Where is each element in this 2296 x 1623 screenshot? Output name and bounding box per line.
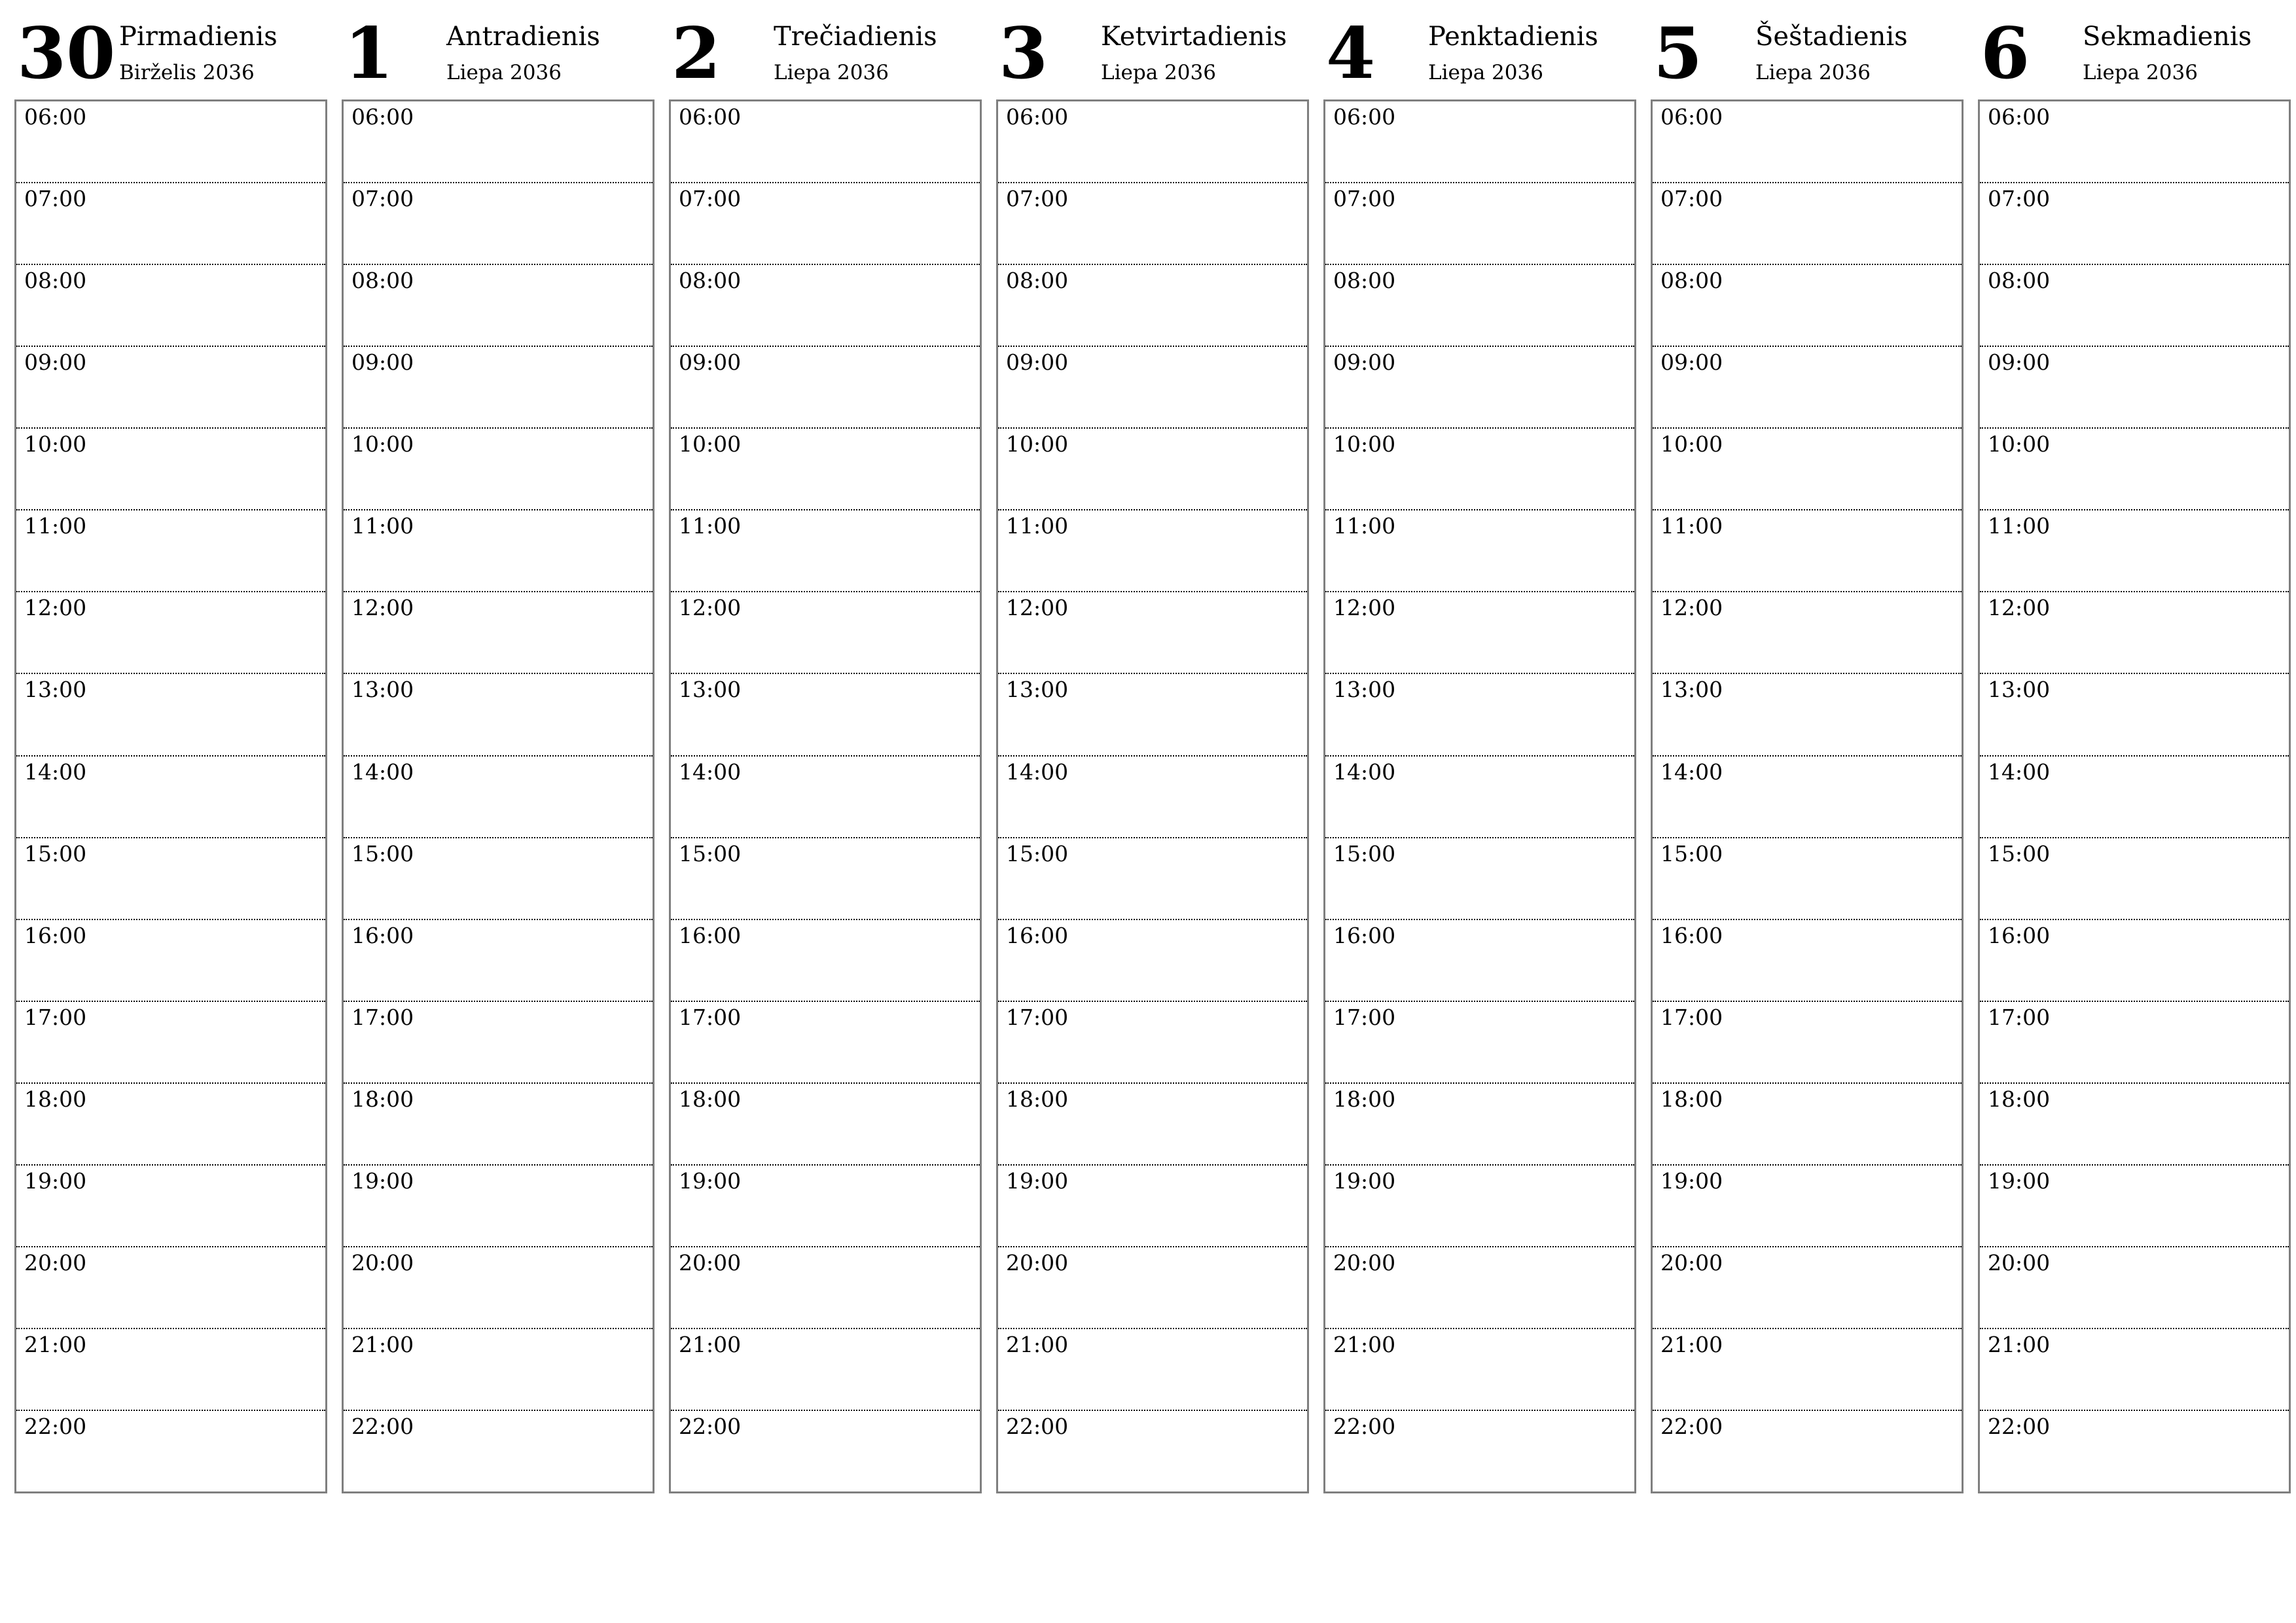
hour-slot-1-0[interactable] xyxy=(344,101,653,183)
hour-slot-2-4[interactable] xyxy=(671,429,980,510)
day-header xyxy=(996,0,1309,99)
hour-slot-0-11[interactable] xyxy=(16,1002,325,1084)
hour-slot-3-13[interactable] xyxy=(998,1166,1307,1247)
day-column-5 xyxy=(1651,0,1964,1493)
hour-label: 20:00 xyxy=(351,1249,414,1275)
hour-slot-2-16[interactable] xyxy=(671,1411,980,1491)
hour-label: 13:00 xyxy=(1988,677,2051,703)
hour-slot-1-3[interactable] xyxy=(344,347,653,429)
day-name: Šeštadienis xyxy=(1755,22,1908,52)
day-month: Liepa 2036 xyxy=(2083,61,2198,84)
hour-slot-5-9[interactable] xyxy=(1653,838,1962,920)
hour-grid xyxy=(669,99,982,1493)
hour-slot-0-16[interactable] xyxy=(16,1411,325,1491)
hour-slot-2-5[interactable] xyxy=(671,510,980,592)
hour-label: 16:00 xyxy=(679,922,742,948)
hour-slot-0-8[interactable] xyxy=(16,757,325,838)
hour-slot-4-12[interactable] xyxy=(1325,1084,1634,1166)
hour-label: 10:00 xyxy=(24,431,87,457)
day-number: 3 xyxy=(999,12,1049,95)
hour-slot-1-16[interactable] xyxy=(344,1411,653,1491)
hour-label: 21:00 xyxy=(1660,1331,1723,1357)
hour-slot-4-3[interactable] xyxy=(1325,347,1634,429)
hour-label: 13:00 xyxy=(679,677,742,703)
hour-slot-0-9[interactable] xyxy=(16,838,325,920)
hour-label: 12:00 xyxy=(1006,595,1069,621)
hour-label: 07:00 xyxy=(1006,186,1069,212)
day-header xyxy=(1651,0,1964,99)
hour-label: 19:00 xyxy=(1006,1168,1069,1194)
day-column-1 xyxy=(342,0,655,1493)
hour-label: 14:00 xyxy=(1660,758,1723,785)
hour-label: 11:00 xyxy=(1988,513,2051,539)
hour-label: 21:00 xyxy=(1006,1331,1069,1357)
hour-slot-3-3[interactable] xyxy=(998,347,1307,429)
day-number: 1 xyxy=(344,12,394,95)
day-header xyxy=(669,0,982,99)
day-header xyxy=(1323,0,1636,99)
day-number: 30 xyxy=(17,12,116,95)
day-header xyxy=(1978,0,2291,99)
hour-label: 09:00 xyxy=(1006,349,1069,376)
hour-slot-1-11[interactable] xyxy=(344,1002,653,1084)
hour-label: 16:00 xyxy=(1333,922,1396,948)
hour-slot-6-6[interactable] xyxy=(1980,592,2289,674)
hour-slot-2-15[interactable] xyxy=(671,1329,980,1411)
hour-label: 14:00 xyxy=(1988,758,2051,785)
hour-label: 17:00 xyxy=(1006,1004,1069,1030)
hour-slot-6-16[interactable] xyxy=(1980,1411,2289,1491)
hour-label: 12:00 xyxy=(1988,595,2051,621)
hour-label: 06:00 xyxy=(679,104,742,130)
hour-label: 16:00 xyxy=(1006,922,1069,948)
hour-label: 12:00 xyxy=(351,595,414,621)
day-month: Liepa 2036 xyxy=(774,61,889,84)
hour-label: 14:00 xyxy=(1006,758,1069,785)
hour-slot-5-11[interactable] xyxy=(1653,1002,1962,1084)
hour-slot-1-13[interactable] xyxy=(344,1166,653,1247)
hour-slot-3-6[interactable] xyxy=(998,592,1307,674)
hour-label: 06:00 xyxy=(351,104,414,130)
day-number: 4 xyxy=(1326,12,1376,95)
day-column-6 xyxy=(1978,0,2291,1493)
hour-slot-4-1[interactable] xyxy=(1325,183,1634,265)
hour-slot-2-10[interactable] xyxy=(671,920,980,1002)
hour-label: 22:00 xyxy=(24,1414,87,1439)
hour-slot-1-1[interactable] xyxy=(344,183,653,265)
hour-label: 15:00 xyxy=(1006,840,1069,866)
hour-label: 07:00 xyxy=(351,186,414,212)
day-month: Liepa 2036 xyxy=(1755,61,1871,84)
hour-label: 20:00 xyxy=(679,1249,742,1275)
hour-slot-2-12[interactable] xyxy=(671,1084,980,1166)
hour-slot-1-7[interactable] xyxy=(344,674,653,756)
hour-slot-3-2[interactable] xyxy=(998,265,1307,347)
hour-slot-6-7[interactable] xyxy=(1980,674,2289,756)
hour-slot-6-0[interactable] xyxy=(1980,101,2289,183)
hour-label: 19:00 xyxy=(351,1168,414,1194)
hour-slot-3-8[interactable] xyxy=(998,757,1307,838)
hour-slot-2-14[interactable] xyxy=(671,1247,980,1329)
day-name: Sekmadienis xyxy=(2083,22,2252,52)
hour-label: 21:00 xyxy=(679,1331,742,1357)
hour-slot-3-5[interactable] xyxy=(998,510,1307,592)
hour-slot-4-11[interactable] xyxy=(1325,1002,1634,1084)
hour-label: 17:00 xyxy=(1660,1004,1723,1030)
hour-label: 12:00 xyxy=(1660,595,1723,621)
day-column-4 xyxy=(1323,0,1636,1493)
hour-grid xyxy=(1978,99,2291,1493)
hour-slot-5-10[interactable] xyxy=(1653,920,1962,1002)
day-number: 6 xyxy=(1981,12,2030,95)
hour-slot-1-10[interactable] xyxy=(344,920,653,1002)
hour-label: 10:00 xyxy=(351,431,414,457)
day-column-3 xyxy=(996,0,1309,1493)
hour-slot-4-9[interactable] xyxy=(1325,838,1634,920)
hour-label: 07:00 xyxy=(1660,186,1723,212)
hour-grid xyxy=(1323,99,1636,1493)
hour-slot-1-9[interactable] xyxy=(344,838,653,920)
hour-slot-5-7[interactable] xyxy=(1653,674,1962,756)
hour-slot-2-13[interactable] xyxy=(671,1166,980,1247)
hour-label: 15:00 xyxy=(24,840,87,866)
hour-slot-4-7[interactable] xyxy=(1325,674,1634,756)
hour-label: 13:00 xyxy=(1660,677,1723,703)
hour-label: 06:00 xyxy=(1988,104,2051,130)
hour-slot-6-11[interactable] xyxy=(1980,1002,2289,1084)
hour-label: 17:00 xyxy=(1988,1004,2051,1030)
hour-label: 22:00 xyxy=(351,1414,414,1439)
day-month: Liepa 2036 xyxy=(446,61,562,84)
hour-label: 21:00 xyxy=(351,1331,414,1357)
hour-label: 15:00 xyxy=(1660,840,1723,866)
hour-slot-1-2[interactable] xyxy=(344,265,653,347)
hour-slot-4-5[interactable] xyxy=(1325,510,1634,592)
hour-slot-5-0[interactable] xyxy=(1653,101,1962,183)
day-month: Birželis 2036 xyxy=(119,61,255,84)
hour-label: 18:00 xyxy=(24,1086,87,1112)
hour-slot-4-8[interactable] xyxy=(1325,757,1634,838)
hour-slot-3-10[interactable] xyxy=(998,920,1307,1002)
hour-label: 22:00 xyxy=(679,1414,742,1439)
hour-slot-5-15[interactable] xyxy=(1653,1329,1962,1411)
hour-label: 08:00 xyxy=(24,268,87,294)
hour-slot-5-8[interactable] xyxy=(1653,757,1962,838)
hour-slot-2-6[interactable] xyxy=(671,592,980,674)
hour-slot-0-5[interactable] xyxy=(16,510,325,592)
hour-label: 18:00 xyxy=(679,1086,742,1112)
day-name: Trečiadienis xyxy=(774,22,937,52)
hour-label: 16:00 xyxy=(351,922,414,948)
day-name: Ketvirtadienis xyxy=(1101,22,1287,52)
hour-slot-4-6[interactable] xyxy=(1325,592,1634,674)
hour-label: 19:00 xyxy=(679,1168,742,1194)
hour-slot-0-2[interactable] xyxy=(16,265,325,347)
day-month: Liepa 2036 xyxy=(1428,61,1543,84)
hour-label: 21:00 xyxy=(24,1331,87,1357)
hour-slot-2-11[interactable] xyxy=(671,1002,980,1084)
hour-slot-0-14[interactable] xyxy=(16,1247,325,1329)
hour-slot-5-3[interactable] xyxy=(1653,347,1962,429)
hour-slot-5-5[interactable] xyxy=(1653,510,1962,592)
hour-label: 06:00 xyxy=(1006,104,1069,130)
hour-slot-3-12[interactable] xyxy=(998,1084,1307,1166)
hour-label: 14:00 xyxy=(679,758,742,785)
hour-slot-4-13[interactable] xyxy=(1325,1166,1634,1247)
hour-slot-6-3[interactable] xyxy=(1980,347,2289,429)
day-header xyxy=(342,0,655,99)
hour-slot-6-8[interactable] xyxy=(1980,757,2289,838)
hour-slot-6-15[interactable] xyxy=(1980,1329,2289,1411)
hour-slot-1-5[interactable] xyxy=(344,510,653,592)
hour-label: 06:00 xyxy=(1660,104,1723,130)
hour-slot-4-2[interactable] xyxy=(1325,265,1634,347)
hour-slot-4-16[interactable] xyxy=(1325,1411,1634,1491)
hour-slot-6-2[interactable] xyxy=(1980,265,2289,347)
hour-slot-3-16[interactable] xyxy=(998,1411,1307,1491)
hour-slot-3-4[interactable] xyxy=(998,429,1307,510)
hour-label: 11:00 xyxy=(351,513,414,539)
day-header xyxy=(14,0,327,99)
hour-label: 18:00 xyxy=(1660,1086,1723,1112)
hour-label: 07:00 xyxy=(1333,186,1396,212)
hour-slot-3-0[interactable] xyxy=(998,101,1307,183)
hour-label: 11:00 xyxy=(1333,513,1396,539)
hour-label: 10:00 xyxy=(1660,431,1723,457)
hour-label: 15:00 xyxy=(1988,840,2051,866)
hour-slot-3-1[interactable] xyxy=(998,183,1307,265)
hour-slot-0-7[interactable] xyxy=(16,674,325,756)
day-name: Penktadienis xyxy=(1428,22,1598,52)
hour-slot-2-0[interactable] xyxy=(671,101,980,183)
hour-label: 17:00 xyxy=(351,1004,414,1030)
hour-label: 21:00 xyxy=(1333,1331,1396,1357)
hour-label: 14:00 xyxy=(351,758,414,785)
hour-label: 15:00 xyxy=(351,840,414,866)
day-number: 2 xyxy=(672,12,721,95)
hour-label: 08:00 xyxy=(679,268,742,294)
hour-slot-4-14[interactable] xyxy=(1325,1247,1634,1329)
hour-label: 09:00 xyxy=(1660,349,1723,376)
hour-slot-1-6[interactable] xyxy=(344,592,653,674)
hour-label: 16:00 xyxy=(24,922,87,948)
hour-label: 14:00 xyxy=(24,758,87,785)
hour-label: 11:00 xyxy=(679,513,742,539)
hour-slot-3-9[interactable] xyxy=(998,838,1307,920)
hour-slot-5-13[interactable] xyxy=(1653,1166,1962,1247)
hour-label: 11:00 xyxy=(1006,513,1069,539)
day-column-0 xyxy=(14,0,327,1493)
hour-label: 20:00 xyxy=(24,1249,87,1275)
hour-slot-0-3[interactable] xyxy=(16,347,325,429)
hour-slot-1-14[interactable] xyxy=(344,1247,653,1329)
hour-label: 06:00 xyxy=(1333,104,1396,130)
hour-slot-4-10[interactable] xyxy=(1325,920,1634,1002)
hour-label: 19:00 xyxy=(1660,1168,1723,1194)
hour-label: 09:00 xyxy=(351,349,414,376)
hour-slot-1-8[interactable] xyxy=(344,757,653,838)
hour-slot-2-9[interactable] xyxy=(671,838,980,920)
weekly-planner xyxy=(14,0,2283,1493)
hour-label: 08:00 xyxy=(351,268,414,294)
hour-label: 09:00 xyxy=(1988,349,2051,376)
hour-label: 13:00 xyxy=(1006,677,1069,703)
day-name: Antradienis xyxy=(446,22,600,52)
hour-slot-1-15[interactable] xyxy=(344,1329,653,1411)
hour-slot-3-14[interactable] xyxy=(998,1247,1307,1329)
hour-label: 22:00 xyxy=(1988,1414,2051,1439)
hour-slot-3-11[interactable] xyxy=(998,1002,1307,1084)
hour-label: 12:00 xyxy=(1333,595,1396,621)
hour-slot-6-10[interactable] xyxy=(1980,920,2289,1002)
hour-label: 17:00 xyxy=(1333,1004,1396,1030)
hour-label: 08:00 xyxy=(1988,268,2051,294)
hour-label: 10:00 xyxy=(1333,431,1396,457)
hour-label: 19:00 xyxy=(1333,1168,1396,1194)
hour-slot-0-4[interactable] xyxy=(16,429,325,510)
hour-label: 19:00 xyxy=(24,1168,87,1194)
hour-label: 11:00 xyxy=(24,513,87,539)
hour-slot-6-5[interactable] xyxy=(1980,510,2289,592)
day-name: Pirmadienis xyxy=(119,22,278,52)
hour-label: 09:00 xyxy=(24,349,87,376)
hour-label: 20:00 xyxy=(1988,1249,2051,1275)
hour-slot-6-1[interactable] xyxy=(1980,183,2289,265)
day-column-2 xyxy=(669,0,982,1493)
hour-grid xyxy=(342,99,655,1493)
hour-label: 22:00 xyxy=(1333,1414,1396,1439)
hour-slot-0-15[interactable] xyxy=(16,1329,325,1411)
hour-label: 07:00 xyxy=(24,186,87,212)
hour-slot-5-4[interactable] xyxy=(1653,429,1962,510)
hour-label: 15:00 xyxy=(679,840,742,866)
hour-label: 20:00 xyxy=(1660,1249,1723,1275)
hour-slot-5-1[interactable] xyxy=(1653,183,1962,265)
hour-slot-0-6[interactable] xyxy=(16,592,325,674)
hour-grid xyxy=(996,99,1309,1493)
hour-label: 10:00 xyxy=(1988,431,2051,457)
hour-label: 07:00 xyxy=(679,186,742,212)
hour-slot-5-2[interactable] xyxy=(1653,265,1962,347)
hour-slot-0-10[interactable] xyxy=(16,920,325,1002)
hour-slot-0-0[interactable] xyxy=(16,101,325,183)
hour-label: 13:00 xyxy=(1333,677,1396,703)
hour-slot-5-6[interactable] xyxy=(1653,592,1962,674)
hour-label: 20:00 xyxy=(1006,1249,1069,1275)
hour-label: 22:00 xyxy=(1006,1414,1069,1439)
hour-label: 16:00 xyxy=(1660,922,1723,948)
hour-label: 18:00 xyxy=(1333,1086,1396,1112)
hour-slot-4-4[interactable] xyxy=(1325,429,1634,510)
hour-label: 22:00 xyxy=(1660,1414,1723,1439)
hour-slot-0-13[interactable] xyxy=(16,1166,325,1247)
hour-label: 18:00 xyxy=(351,1086,414,1112)
hour-label: 17:00 xyxy=(679,1004,742,1030)
hour-label: 13:00 xyxy=(24,677,87,703)
hour-slot-1-12[interactable] xyxy=(344,1084,653,1166)
hour-slot-0-1[interactable] xyxy=(16,183,325,265)
hour-slot-5-14[interactable] xyxy=(1653,1247,1962,1329)
hour-label: 08:00 xyxy=(1333,268,1396,294)
hour-slot-2-8[interactable] xyxy=(671,757,980,838)
hour-label: 18:00 xyxy=(1006,1086,1069,1112)
hour-slot-2-3[interactable] xyxy=(671,347,980,429)
hour-label: 09:00 xyxy=(679,349,742,376)
hour-label: 20:00 xyxy=(1333,1249,1396,1275)
hour-grid xyxy=(14,99,327,1493)
hour-slot-2-7[interactable] xyxy=(671,674,980,756)
hour-slot-6-4[interactable] xyxy=(1980,429,2289,510)
hour-label: 21:00 xyxy=(1988,1331,2051,1357)
hour-slot-4-15[interactable] xyxy=(1325,1329,1634,1411)
day-month: Liepa 2036 xyxy=(1101,61,1216,84)
hour-label: 18:00 xyxy=(1988,1086,2051,1112)
day-number: 5 xyxy=(1653,12,1703,95)
hour-label: 08:00 xyxy=(1660,268,1723,294)
hour-slot-3-7[interactable] xyxy=(998,674,1307,756)
hour-grid xyxy=(1651,99,1964,1493)
hour-slot-5-16[interactable] xyxy=(1653,1411,1962,1491)
hour-label: 09:00 xyxy=(1333,349,1396,376)
hour-slot-6-13[interactable] xyxy=(1980,1166,2289,1247)
hour-slot-5-12[interactable] xyxy=(1653,1084,1962,1166)
hour-label: 10:00 xyxy=(679,431,742,457)
hour-label: 07:00 xyxy=(1988,186,2051,212)
hour-slot-1-4[interactable] xyxy=(344,429,653,510)
hour-slot-6-9[interactable] xyxy=(1980,838,2289,920)
hour-label: 13:00 xyxy=(351,677,414,703)
hour-slot-6-14[interactable] xyxy=(1980,1247,2289,1329)
hour-label: 19:00 xyxy=(1988,1168,2051,1194)
hour-slot-2-1[interactable] xyxy=(671,183,980,265)
hour-label: 14:00 xyxy=(1333,758,1396,785)
hour-slot-4-0[interactable] xyxy=(1325,101,1634,183)
hour-slot-2-2[interactable] xyxy=(671,265,980,347)
hour-label: 08:00 xyxy=(1006,268,1069,294)
hour-label: 06:00 xyxy=(24,104,87,130)
hour-label: 15:00 xyxy=(1333,840,1396,866)
hour-slot-0-12[interactable] xyxy=(16,1084,325,1166)
hour-label: 17:00 xyxy=(24,1004,87,1030)
hour-label: 10:00 xyxy=(1006,431,1069,457)
hour-slot-6-12[interactable] xyxy=(1980,1084,2289,1166)
hour-label: 12:00 xyxy=(679,595,742,621)
hour-label: 11:00 xyxy=(1660,513,1723,539)
hour-label: 12:00 xyxy=(24,595,87,621)
hour-label: 16:00 xyxy=(1988,922,2051,948)
hour-slot-3-15[interactable] xyxy=(998,1329,1307,1411)
